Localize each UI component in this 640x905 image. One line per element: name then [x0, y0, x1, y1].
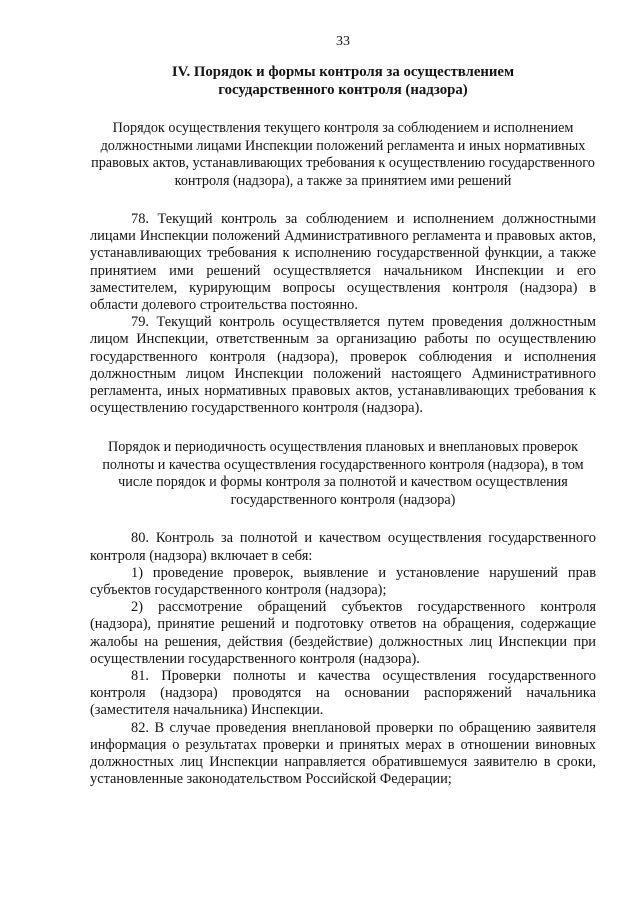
paragraph-78: 78. Текущий контроль за соблюдением и исполнением должностными лицами Инспекции положений Административного регламента и правовых актов, устанавливающих требования к исполнению государственной функции, а также принятием ими решений осуществляется начальником Инспекции и его заместителем, курирующим вопросы осуществления контроля (надзора) в области долевого строительства постоянно.	[90, 211, 596, 314]
paragraph-80: 80. Контроль за полнотой и качеством осуществления государственного контроля (надзора) включает в себя:	[90, 530, 596, 564]
section-title-line-2: государственного контроля (надзора)	[218, 82, 468, 98]
paragraph-79: 79. Текущий контроль осуществляется путем проведения должностным лицом Инспекции, ответственным за организацию работы по осуществлению государственного контроля (надзора), проверок соблюдения и исполнения должностным лицом Инспекции положений настоящего Административного регламента, иных нормативных правовых актов, устанавливающих требования к осуществлению государственного контроля (надзора).	[90, 314, 596, 417]
list-item-1: 1) проведение проверок, выявление и установление нарушений прав субъектов государственного контроля (надзора);	[90, 564, 596, 599]
subsection-title-current-control: Порядок осуществления текущего контроля за соблюдением и исполнением должностными лицами Инспекции положений регламента и иных нормативных правовых актов, устанавливающих требования к осуществлению государственного контроля (надзора), а также за принятием ими решений	[91, 120, 595, 189]
paragraph-82: 82. В случае проведения внеплановой проверки по обращению заявителя информация о результатах проверки и принятых мерах в отношении виновных должностных лиц Инспекции направляется обратившемуся заявителю в сроки, установленные законодательством Российской Федерации;	[90, 719, 596, 788]
page-number: 33	[336, 34, 350, 49]
section-title-line-1: IV. Порядок и формы контроля за осуществлением	[171, 64, 515, 80]
subsection-title-inspections: Порядок и периодичность осуществления плановых и внеплановых проверок полноты и качества осуществления государственного контроля (надзора), в том числе порядок и формы контроля за полнотой и качеством осуществления государственного контроля (надзора)	[102, 439, 584, 508]
list-item-2: 2) рассмотрение обращений субъектов государственного контроля (надзора), принятие решений и подготовку ответов на обращения, содержащие жалобы на решения, действия (бездействие) должностных лиц Инспекции при осуществлении государственного контроля (надзора).	[90, 599, 596, 667]
paragraph-81: 81. Проверки полноты и качества осуществления государственного контроля (надзора) проводятся на основании распоряжений начальника (заместителя начальника) Инспекции.	[90, 668, 596, 719]
section-title	[90, 63, 596, 99]
